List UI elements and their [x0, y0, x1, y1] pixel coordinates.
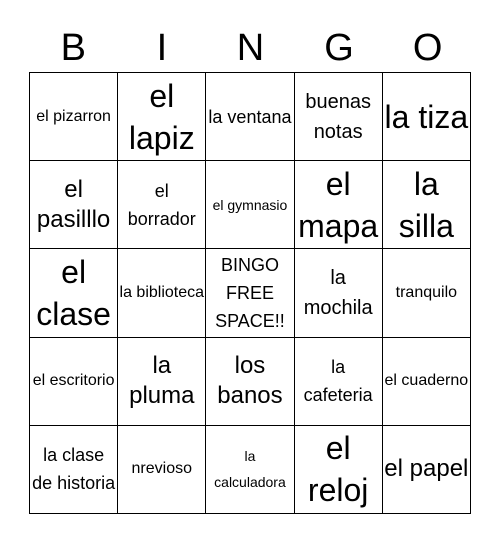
bingo-cell[interactable]	[383, 161, 471, 249]
cell-text: la tiza	[384, 98, 469, 135]
bingo-cell[interactable]	[295, 161, 383, 249]
bingo-cell[interactable]	[295, 249, 383, 337]
bingo-cell[interactable]	[30, 426, 118, 514]
header-letter-o: O	[412, 27, 443, 69]
cell-text: el pasilllo	[36, 175, 111, 233]
cell-text: nrevioso	[131, 460, 193, 478]
bingo-cell[interactable]	[383, 249, 471, 337]
cell-text: los banos	[217, 352, 283, 410]
cell-text: el papel	[384, 455, 469, 483]
cell-text: la cafeteria	[303, 357, 373, 406]
bingo-cell[interactable]	[383, 426, 471, 514]
bingo-cell[interactable]	[295, 73, 383, 161]
cell-text: buenas notas	[305, 90, 371, 143]
bingo-cell[interactable]	[295, 426, 383, 514]
header-letter-b: B	[60, 27, 86, 69]
header-letter-g: G	[324, 27, 354, 69]
cell-text: la pluma	[129, 352, 195, 410]
cell-text: el escritorio	[32, 372, 115, 390]
bingo-cell[interactable]	[30, 338, 118, 426]
cell-text: el clase	[36, 253, 111, 332]
header-letter-i: I	[156, 27, 168, 69]
bingo-cell[interactable]	[118, 426, 206, 514]
cell-text: el gymnasio	[212, 196, 288, 213]
header-letter-n: N	[236, 27, 265, 69]
bingo-cell[interactable]	[118, 73, 206, 161]
bingo-header	[29, 24, 472, 72]
cell-text: la silla	[398, 165, 454, 244]
cell-text: la clase de historia	[32, 445, 116, 494]
bingo-cell[interactable]	[30, 161, 118, 249]
bingo-cell[interactable]	[118, 338, 206, 426]
free-space-cell[interactable]	[206, 249, 294, 337]
bingo-cell[interactable]	[206, 73, 294, 161]
cell-text: tranquilo	[395, 283, 458, 301]
cell-text: el pizarron	[36, 107, 111, 125]
bingo-cell[interactable]	[30, 73, 118, 161]
bingo-cell[interactable]	[30, 249, 118, 337]
bingo-cell[interactable]	[295, 338, 383, 426]
cell-text: el reloj	[307, 430, 369, 509]
cell-text: la biblioteca	[119, 283, 205, 301]
cell-text: la ventana	[208, 106, 292, 127]
cell-text: el cuaderno	[384, 372, 469, 390]
bingo-cell[interactable]	[206, 338, 294, 426]
cell-text: el lapiz	[128, 77, 195, 156]
free-space-text: BINGO FREE SPACE!!	[215, 254, 285, 331]
bingo-cell[interactable]	[206, 426, 294, 514]
cell-text: la mochila	[303, 266, 373, 319]
bingo-cell[interactable]	[118, 249, 206, 337]
bingo-cell[interactable]	[206, 161, 294, 249]
bingo-cell[interactable]	[118, 161, 206, 249]
cell-text: el mapa	[298, 165, 379, 244]
cell-text: el borrador	[127, 180, 196, 229]
bingo-cell[interactable]	[383, 338, 471, 426]
bingo-cell[interactable]	[383, 73, 471, 161]
cell-text: la calculadora	[214, 448, 286, 491]
bingo-board	[29, 72, 471, 514]
